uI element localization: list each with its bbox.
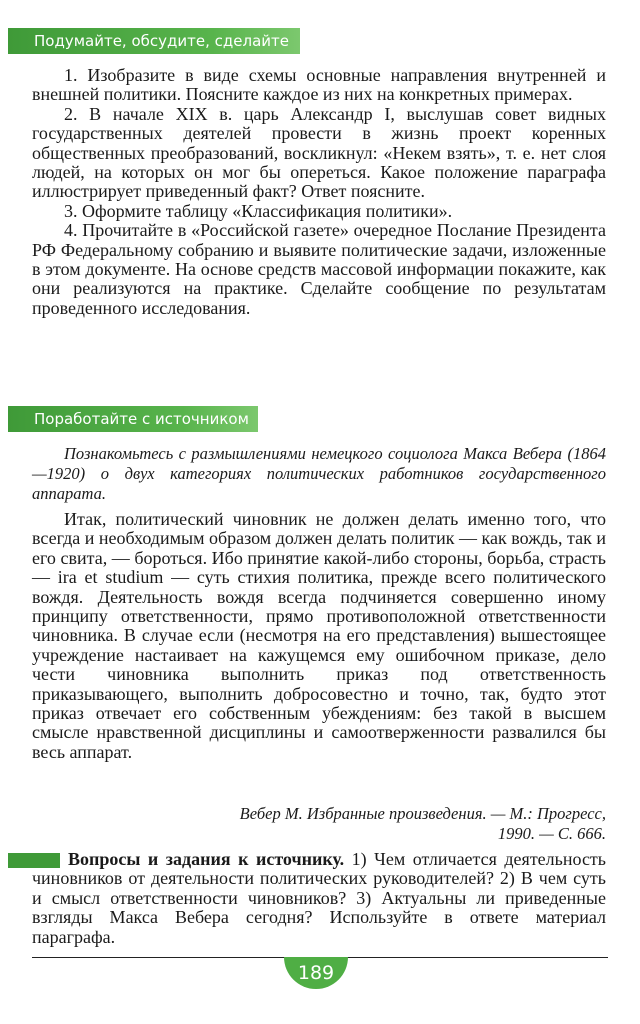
- task-item-4: 4. Прочитайте в «Российской газете» очередное Послание Президента РФ Федеральному собранию и выявите политические задачи, изложенные в этом документе. На основе средств массовой информации покажите, как они реализуются на практике. Сделайте сообщение по результатам проведенного исследования.: [32, 220, 606, 318]
- section-heading-source: Поработайте с источником: [8, 406, 258, 432]
- task-item-1: 1. Изобразите в виде схемы основные направления внутренней и внешней политики. Поясните каждое из них на конкретных примерах.: [32, 65, 606, 105]
- source-questions-paragraph: [32, 850, 606, 947]
- questions-text: 1) Чем отличается деятельность чиновников от деятельности политических руководителей? 2) В чем суть и смысл ответственности чиновников? 3) Актуальны ли приведенные взгляды Макса Вебера сегодня? Используйте в ответе материал параграфа.: [32, 849, 607, 947]
- source-intro-text: Познакомьтесь с размышлениями немецкого социолога Макса Вебера (1864—1920) о двух категориях политических работников государственного аппарата.: [32, 444, 606, 503]
- task-item-3: 3. Оформите таблицу «Классификация политики».: [64, 200, 453, 221]
- source-citation: [86, 804, 606, 844]
- page-number: 189: [284, 957, 348, 989]
- source-questions: [32, 850, 606, 947]
- section-heading-discuss: Подумайте, обсудите, сделайте: [8, 28, 300, 54]
- source-intro: [32, 444, 606, 504]
- source-quote: [32, 510, 606, 762]
- source-quote-text: Итак, политический чиновник не должен делать именно того, что всегда и необходимым образом должен делать политик — как вождь, так и его свита, — бороться. Ибо принятие какой-либо стороны, борьба, страсть — ira et studium — суть стихия политика, прежде всего политического вождя. Деятельность вождя всегда подчиняется совершенно иному принципу ответственности, прямо противоположной ответственности чиновника. В случае если (несмотря на его представления) вышестоящее учреждение настаивает на кажущемся ему ошибочном приказе, дело чести чиновника выполнить приказ под ответственность приказывающего, выполнить добросовестно и точно, так, будто этот приказ отвечает его собственным убеждениям: без такой в высшем смысле нравственной дисциплины и самоотверженности развалился бы весь аппарат.: [32, 509, 606, 762]
- citation-line-2: 1990. — С. 666.: [497, 824, 606, 843]
- discuss-tasks: [32, 66, 606, 318]
- task-item-2: 2. В начале XIX в. царь Александр I, выслушав совет видных государственных деятелей провести в жизнь проект коренных общественных преобразований, воскликнул: «Некем взять», т. е. нет слоя людей, на которых он мог бы опереться. Какое положение параграфа иллюстрирует приведенный факт? Ответ поясните.: [32, 103, 606, 202]
- questions-label: Вопросы и задания к источнику.: [68, 849, 345, 869]
- citation-line-1: Вебер М. Избранные произведения. — М.: Прогресс,: [239, 804, 606, 823]
